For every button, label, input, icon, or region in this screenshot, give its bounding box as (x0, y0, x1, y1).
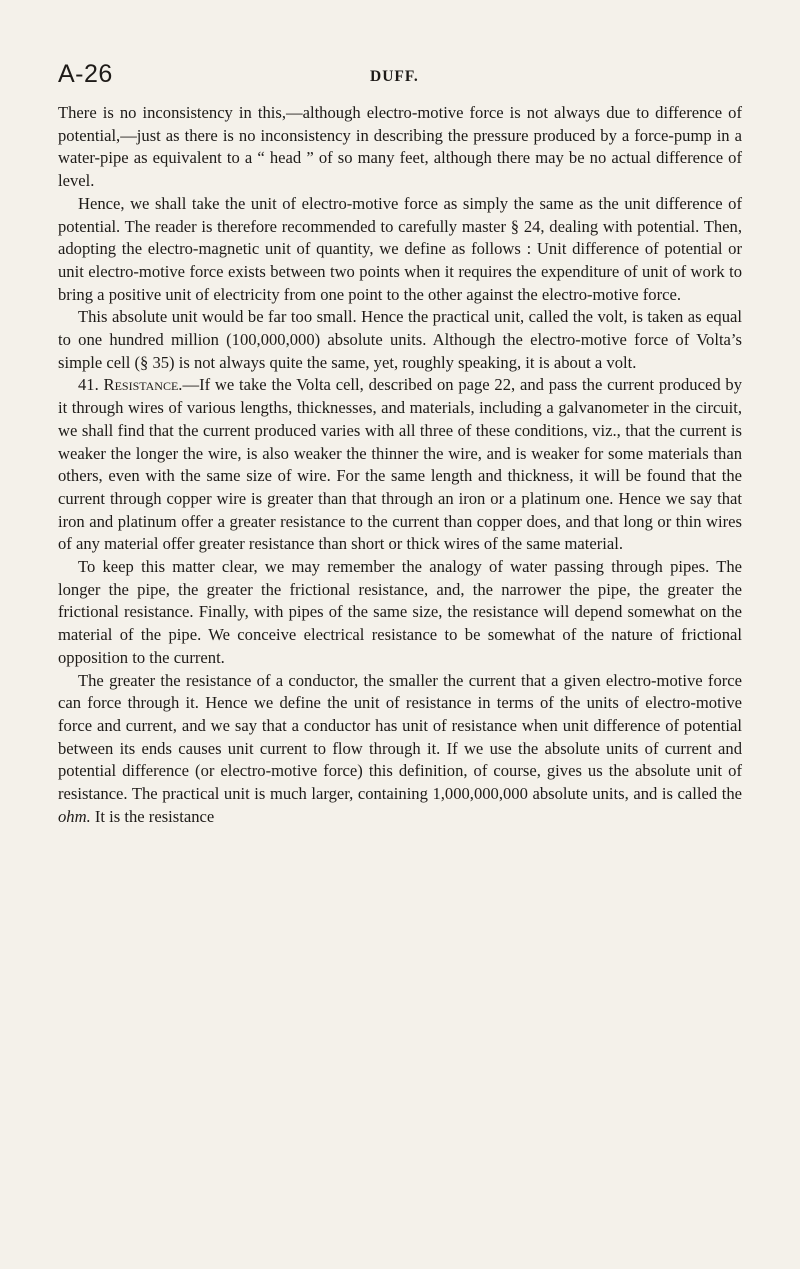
ohm-term: ohm. (58, 806, 91, 826)
paragraph-resistance-text: —If we take the Volta cell, described on page 22, and pass the current produced by it through wires of various lengths, thicknesses, and materials, including a galvanometer in the circuit, we shall find that the current produced varies with all three of these conditions, viz., that the current is weaker the longer the wire, is also weaker the thinner the wire, and is weaker for some materials than others, even with the same size of wire. For the same length and thickness, it will be found that the current through copper wire is greater than that through an iron or a platinum one. Hence we say that iron and platinum offer a greater resistance to the current than copper does, and that long or thin wires of any material offer greater resistance than short or thick wires of the same material. (58, 375, 742, 554)
paragraph-resistance (58, 374, 742, 556)
paragraph-unit-emf: Hence, we shall take the unit of electro-motive force as simply the same as the unit difference of potential. The reader is therefore recommended to carefully master § 24, dealing with potential. Then, adopting the electro-magnetic unit of quantity, we define as follows : Unit difference of potential or unit electro-motive force exists between two points when it requires the expenditure of unit of work to bring a positive unit of electricity from one point to the other against the electro-motive force. (58, 193, 742, 304)
paragraph-continuation: There is no inconsistency in this,—although electro-motive force is not always due to difference of potential,—just as there is no inconsistency in describing the pressure produced by a force-pump in a water-pipe as equivalent to a “ head ” of so many feet, although there may be no actual difference of level. (58, 103, 742, 191)
running-head: DUFF. (370, 68, 419, 85)
page-number: A-26 (58, 60, 113, 88)
paragraph-ohm-tail: It is the resistance (94, 806, 215, 826)
body-text (58, 102, 742, 829)
document-page (58, 60, 742, 829)
page-header (58, 60, 742, 96)
paragraph-ohm-text: The greater the resistance of a conductor, the smaller the current that a given electro-motive force can force through it. Hence we define the unit of resistance in terms of the units of electro-motive force and current, and we say that a conductor has unit of resistance when unit difference of potential between its ends causes unit current to flow through it. If we use the absolute units of current and potential difference (or electro-motive force) this definition, of course, gives us the absolute unit of resistance. The practical unit is much larger, containing 1,000,000,000 absolute units, and is called the (58, 670, 742, 804)
paragraph-water-analogy: To keep this matter clear, we may remember the analogy of water passing through pipes. The longer the pipe, the greater the frictional resistance, and, the narrower the pipe, the greater the frictional resistance. Finally, with pipes of the same size, the resistance will depend somewhat on the material of the pipe. We conceive electrical resistance to be somewhat of the nature of frictional opposition to the current. (58, 557, 742, 667)
section-heading: Resistance. (103, 375, 183, 395)
paragraph-ohm (58, 670, 742, 829)
paragraph-volt: This absolute unit would be far too small. Hence the practical unit, called the volt, is taken as equal to one hundred million (100,000,000) absolute units. Although the electro-motive force of Volta’s simple cell (§ 35) is not always quite the same, yet, roughly speaking, it is about a volt. (58, 307, 742, 372)
section-number: 41. (78, 375, 99, 395)
